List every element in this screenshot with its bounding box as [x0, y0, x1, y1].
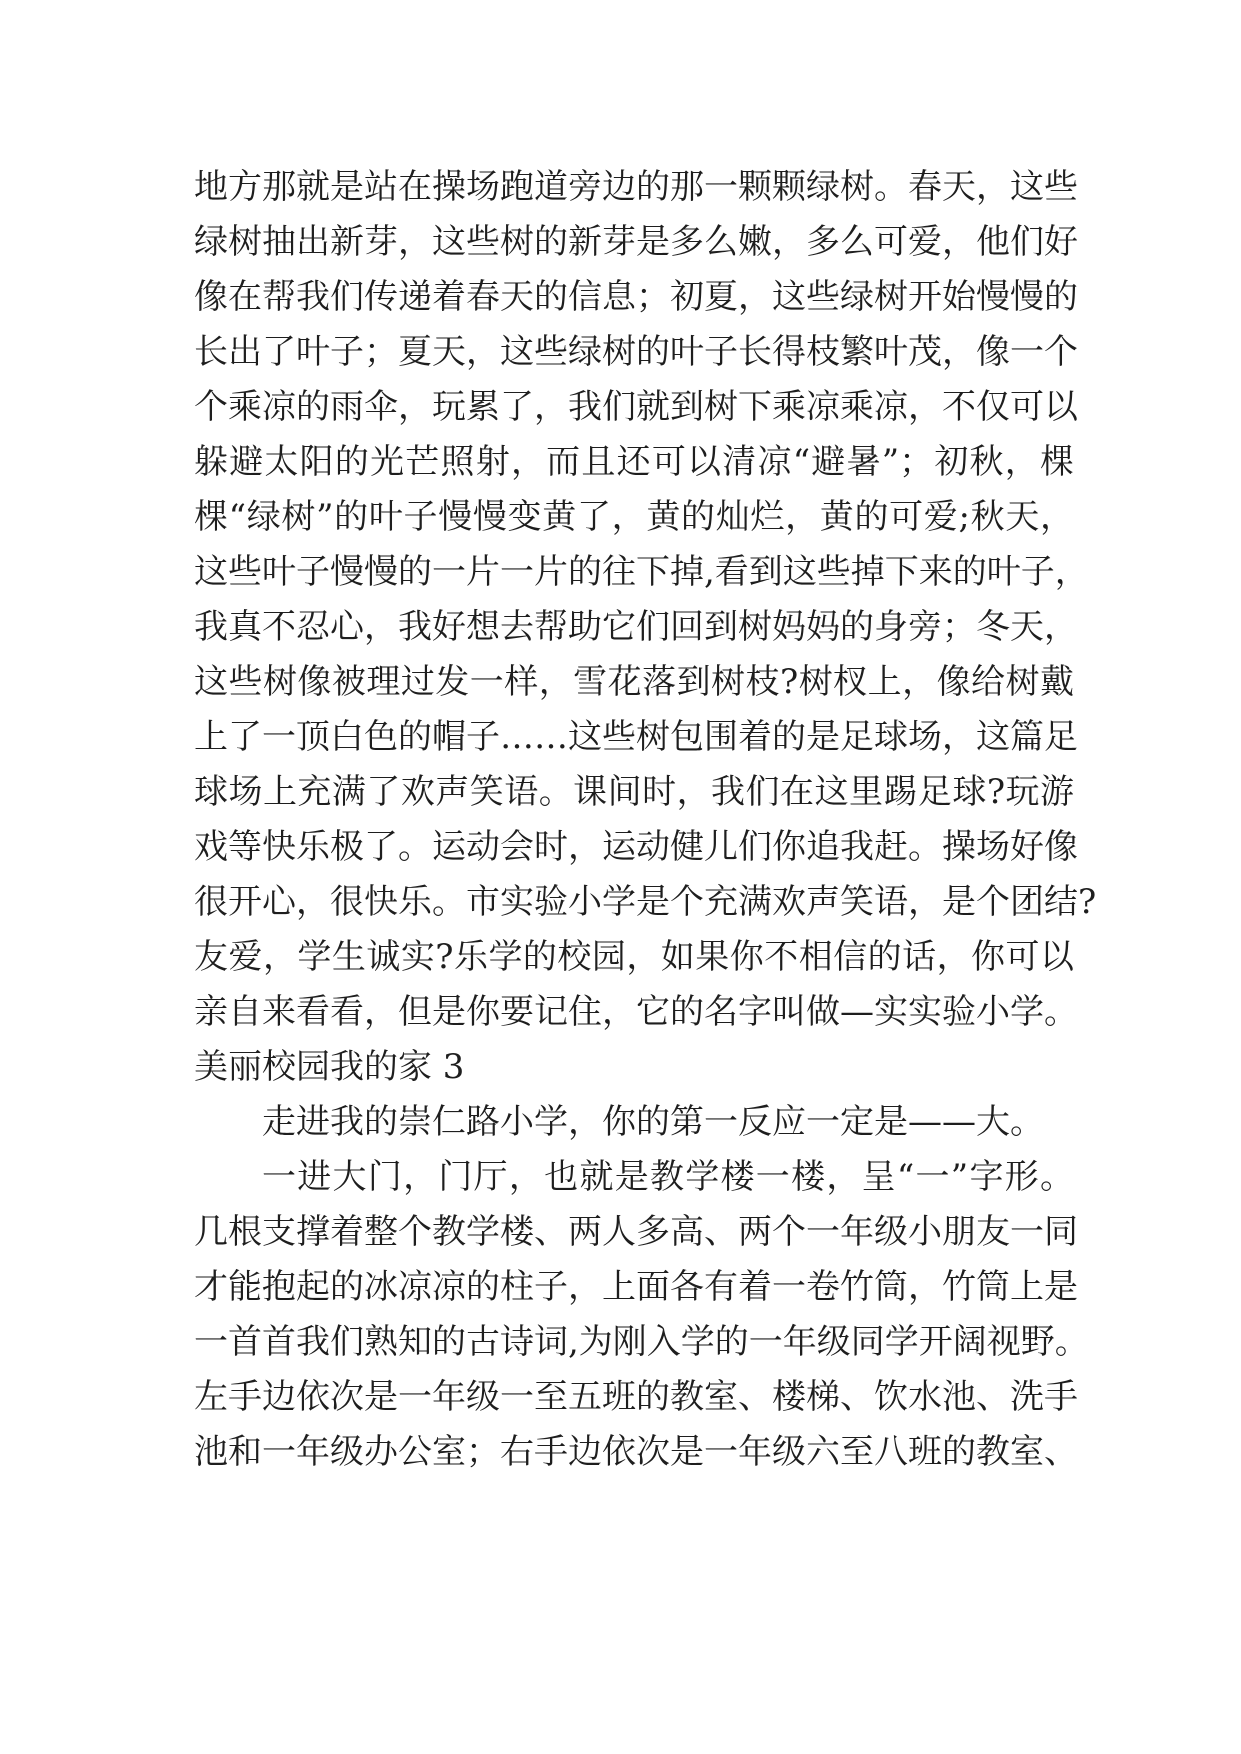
text-line: 一首首我们熟知的古诗词,为刚入学的一年级同学开阔视野。 — [194, 1322, 1089, 1362]
text-line: 棵“绿树”的叶子慢慢变黄了，黄的灿烂，黄的可爱;秋天， — [194, 497, 1074, 537]
text-line: 像在帮我们传递着春天的信息；初夏，这些绿树开始慢慢的 — [194, 277, 1078, 317]
paragraph-first-line: 一进大门，门厅，也就是教学楼一楼，呈“一”字形。 — [262, 1157, 1074, 1197]
text-line: 球场上充满了欢声笑语。课间时，我们在这里踢足球?玩游 — [194, 772, 1074, 812]
text-line: 地方那就是站在操场跑道旁边的那一颗颗绿树。春天，这些 — [194, 167, 1078, 207]
text-line: 几根支撑着整个教学楼、两人多高、两个一年级小朋友一同 — [194, 1212, 1078, 1252]
text-line: 很开心，很快乐。市实验小学是个充满欢声笑语，是个团结? — [194, 882, 1097, 922]
text-line: 才能抱起的冰凉凉的柱子，上面各有着一卷竹筒，竹筒上是 — [194, 1267, 1078, 1307]
text-line: 长出了叶子；夏天，这些绿树的叶子长得枝繁叶茂，像一个 — [194, 332, 1078, 372]
text-line: 这些叶子慢慢的一片一片的往下掉,看到这些掉下来的叶子， — [194, 552, 1089, 592]
text-line: 左手边依次是一年级一至五班的教室、楼梯、饮水池、洗手 — [194, 1377, 1078, 1417]
text-line: 躲避太阳的光芒照射，而且还可以清凉“避暑”；初秋，棵 — [194, 442, 1074, 482]
body-text — [194, 160, 1097, 1480]
section-heading: 美丽校园我的家 3 — [194, 1047, 465, 1087]
text-line: 个乘凉的雨伞，玩累了，我们就到树下乘凉乘凉，不仅可以 — [194, 387, 1078, 427]
text-line: 戏等快乐极了。运动会时，运动健儿们你追我赶。操场好像 — [194, 827, 1078, 867]
paragraph-first-line: 走进我的崇仁路小学，你的第一反应一定是——大。 — [262, 1102, 1044, 1142]
text-line: 我真不忍心，我好想去帮助它们回到树妈妈的身旁；冬天， — [194, 607, 1078, 647]
text-line: 池和一年级办公室；右手边依次是一年级六至八班的教室、 — [194, 1432, 1078, 1472]
text-line: 绿树抽出新芽，这些树的新芽是多么嫩，多么可爱，他们好 — [194, 222, 1078, 262]
text-line: 友爱，学生诚实?乐学的校园，如果你不相信的话，你可以 — [194, 937, 1074, 977]
text-line: 亲自来看看，但是你要记住，它的名字叫做—实实验小学。 — [194, 992, 1078, 1032]
text-line: 上了一顶白色的帽子……这些树包围着的是足球场，这篇足 — [194, 717, 1078, 757]
text-line: 这些树像被理过发一样，雪花落到树枝?树杈上，像给树戴 — [194, 662, 1074, 702]
